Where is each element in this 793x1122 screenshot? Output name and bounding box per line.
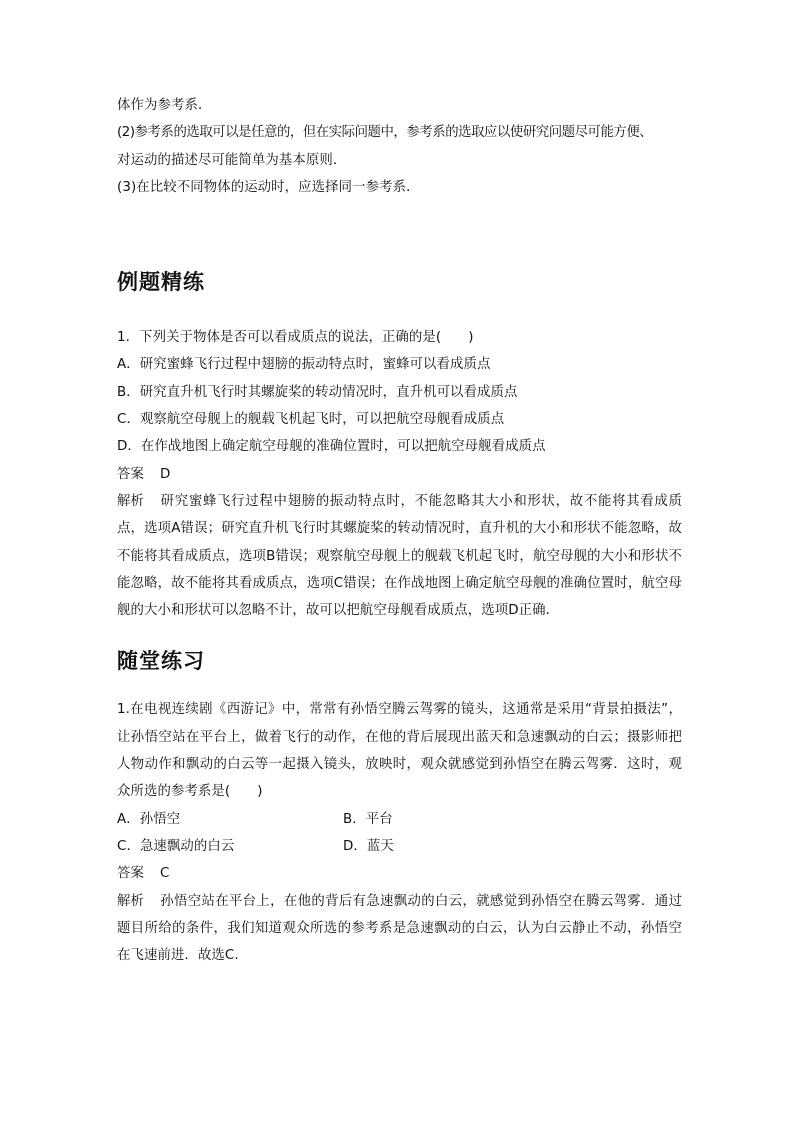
document-page — [117, 92, 682, 969]
answer-label: 答案 — [117, 466, 144, 482]
analysis-text: 孙悟空站在平台上，在他的背后有急速飘动的白云，就感觉到孙悟空在腾云驾雾．通过题目所给的条件，我们知道观众所选的参考系是急速飘动的白云，认为白云静止不动，孙悟空在飞速前进．故选C. — [117, 893, 682, 964]
practice-option-b: B．平台 — [343, 811, 393, 827]
practice-heading: 随堂练习 — [117, 649, 205, 674]
example-option-a: A．研究蜜蜂飞行过程中翅膀的振动特点时，蜜蜂可以看成质点 — [117, 357, 491, 373]
intro-line-1: 体作为参考系． — [117, 98, 212, 113]
intro-line-3: 对运动的描述尽可能简单为基本原则． — [117, 152, 347, 168]
answer-value: D — [160, 466, 171, 482]
example-option-c: C．观察航空母舰上的舰载飞机起飞时，可以把航空母舰看成质点 — [117, 412, 505, 428]
example-option-d: D．在作战地图上确定航空母舰的准确位置时，可以把航空母舰看成质点 — [117, 439, 546, 455]
analysis-label: 解析 — [117, 493, 144, 509]
practice-question: 1.在电视连续剧《西游记》中，常常有孙悟空腾云驾雾的镜头，这通常是采用“背景拍摄法”，让孙悟空站在平台上，做着飞行的动作，在他的背后展现出蓝天和急速飘动的白云；摄影师把人物动作和飘动的白云等一起摄入镜头，放映时，观众就感觉到孙悟空在腾云驾雾．这时，观众所选的参考系是( ) — [117, 702, 682, 800]
intro-line-4: (3)在比较不同物体的运动时，应选择同一参考系． — [117, 179, 420, 195]
example-analysis — [117, 488, 682, 624]
practice-analysis — [117, 888, 682, 970]
analysis-text: 研究蜜蜂飞行过程中翅膀的振动特点时，不能忽略其大小和形状，故不能将其看成质点，选项A错误；研究直升机飞行时其螺旋桨的转动情况时，直升机的大小和形状不能忽略，故不能将其看成质点，选项B错误；观察航空母舰上的舰载飞机起飞时，航空母舰的大小和形状不能忽略，故不能将其看成质点，选项C错误；在作战地图上确定航空母舰的准确位置时，航空母舰的大小和形状可以忽略不计，故可以把航空母舰看成质点，选项D正确． — [117, 493, 682, 619]
practice-options-row-1 — [117, 806, 682, 833]
practice-option-a: A．孙悟空 — [117, 811, 181, 827]
practice-option-c: C．急速飘动的白云 — [117, 838, 235, 854]
practice-option-d: D．蓝天 — [343, 838, 394, 854]
example-question: 1．下列关于物体是否可以看成质点的说法，正确的是( ) — [117, 330, 474, 346]
intro-line-2: (2)参考系的选取可以是任意的，但在实际问题中，参考系的选取应以使研究问题尽可能方便、 — [117, 125, 653, 141]
answer-value: C — [160, 866, 170, 882]
example-option-b: B．研究直升机飞行时其螺旋桨的转动情况时，直升机可以看成质点 — [117, 384, 518, 400]
analysis-label: 解析 — [117, 893, 144, 909]
example-answer — [117, 461, 682, 488]
answer-label: 答案 — [117, 866, 144, 882]
example-heading: 例题精练 — [117, 270, 205, 295]
practice-options-row-2 — [117, 833, 682, 860]
practice-answer — [117, 860, 682, 887]
